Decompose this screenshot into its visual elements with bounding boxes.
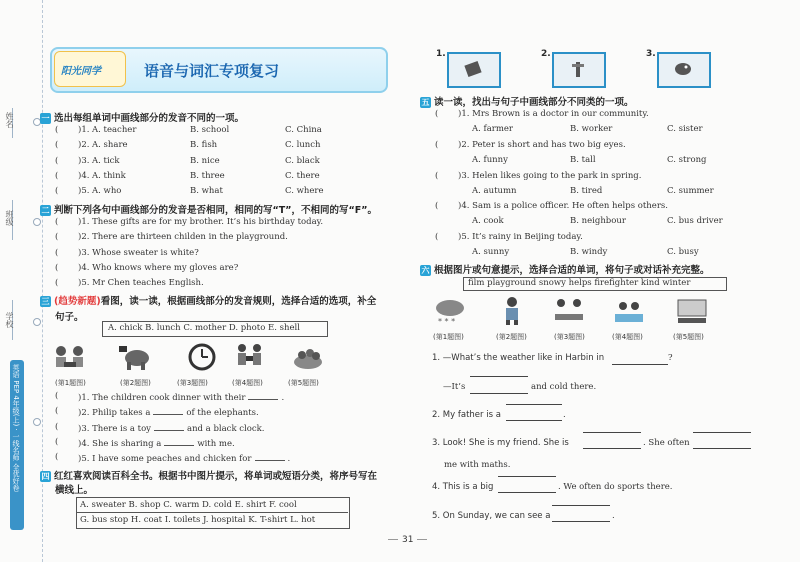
section-1-heading: 一 选出每组单词中画线部分的发音不同的一项。 (41, 113, 245, 124)
statement: )3. Whose sweater is white? (78, 247, 199, 258)
fill-sentence: )3. There is a toy and a black clock. (78, 423, 265, 434)
question-6-4: 4. This is a big (432, 482, 494, 492)
section-6-heading: 六 根据图片或句意提示，选择合适的单词，将句子或对话补充完整。 (421, 265, 710, 276)
figure-caption: (第4题图) (612, 333, 643, 341)
answer-paren[interactable]: ( (55, 452, 59, 463)
option-list: A. chick B. lunch C. mother D. photo E. shell (108, 323, 300, 333)
question-number: )2. (78, 140, 90, 151)
page-title: 语音与词汇专项复习 (144, 62, 280, 80)
period: . (563, 410, 566, 420)
elephant-photo-picture (117, 342, 153, 372)
snowy-weather-picture (432, 296, 468, 326)
answer-blank[interactable] (506, 420, 562, 421)
option-b: B. nice (190, 155, 220, 166)
answer-blank[interactable] (470, 393, 528, 394)
question-6-3-tail: . She often (643, 438, 690, 448)
option-b: B. tired (570, 185, 603, 196)
section-4-heading: 四 红红喜欢阅读百科全书。根据书中图片提示，将单词或短语分类，将序号写在 (41, 471, 378, 482)
question-sentence: )2. Peter is short and has two big eyes. (458, 139, 626, 150)
answer-paren[interactable]: ( (55, 406, 59, 417)
answer-blank[interactable] (506, 404, 562, 405)
option-a: A. think (92, 170, 126, 181)
option-a: A. farmer (472, 124, 513, 134)
section-3-heading-cont: 句子。 (55, 312, 84, 323)
answer-blank[interactable] (154, 422, 184, 431)
statement: )5. Mr Chen teaches English. (78, 278, 204, 289)
option-c: C. strong (667, 154, 707, 165)
option-b: B. neighbour (570, 216, 626, 227)
figure-caption: (第3题图) (177, 379, 208, 387)
girls-studying-picture (551, 296, 587, 326)
statement: )4. Who knows where my gloves are? (78, 262, 239, 273)
book-icon (463, 60, 483, 78)
answer-blank[interactable] (498, 476, 556, 477)
option-a: A. share (92, 140, 128, 151)
option-a: A. sunny (472, 247, 510, 258)
cinema-picture (674, 296, 710, 326)
figure-caption: (第2题图) (120, 379, 151, 387)
playground-picture (611, 296, 647, 326)
word-bank-row-1: A. sweater B. shop C. warm D. cold E. shirt F. cool (80, 500, 297, 510)
question-6-3: 3. Look! She is my friend. She is (432, 438, 569, 448)
option-a: A. tick (92, 155, 120, 166)
answer-paren[interactable]: ( (435, 139, 439, 150)
fill-sentence: )2. Philip takes a of the elephants. (78, 408, 259, 419)
gutter-school-label: 学校 (5, 312, 14, 328)
answer-paren[interactable]: ( (55, 155, 59, 166)
binding-hole-icon (33, 218, 41, 226)
figure-caption: (第3题图) (554, 333, 585, 341)
figure-caption: (第2题图) (496, 333, 527, 341)
option-c: C. China (285, 125, 322, 135)
question-6-5: 5. On Sunday, we can see a (432, 511, 551, 521)
answer-blank[interactable] (612, 364, 668, 365)
answer-paren[interactable]: ( (55, 125, 59, 135)
answer-paren[interactable]: ( (55, 140, 59, 151)
question-number: )5. (78, 186, 90, 197)
fill-sentence: )1. The children cook dinner with their . (78, 393, 285, 403)
family-cooking-picture (52, 342, 88, 372)
answer-paren[interactable]: ( (55, 278, 59, 289)
answer-blank[interactable] (470, 376, 528, 377)
picture-card-2 (552, 52, 606, 88)
answer-blank[interactable] (552, 521, 610, 522)
answer-blank[interactable] (248, 391, 278, 400)
answer-blank[interactable] (693, 448, 751, 449)
option-c: C. there (285, 170, 320, 181)
card-number: 3. (646, 49, 656, 59)
figure-caption: (第5题图) (288, 379, 319, 387)
clock-picture (184, 342, 220, 372)
svg-text:* * *: * * * (438, 317, 456, 326)
question-sentence: )3. Helen likes going to the park in spring. (458, 170, 642, 181)
word-bank-divider (76, 512, 348, 513)
option-c: C. sister (667, 124, 703, 134)
fill-sentence: )4. She is sharing a with me. (78, 438, 235, 449)
section-5-heading: 五 读一读，找出与句子中画线部分不同类的一项。 (421, 97, 634, 108)
answer-blank[interactable] (498, 492, 556, 493)
period: . (612, 511, 615, 521)
question-sentence: )5. It’s rainy in Beijing today. (458, 232, 583, 243)
gutter-class-label: 班级 (5, 210, 14, 226)
option-c: C. busy (667, 247, 699, 258)
answer-paren[interactable]: ( (435, 201, 439, 212)
question-number: )3. (78, 155, 90, 166)
answer-paren[interactable]: ( (55, 232, 59, 243)
word-choice-list: film playground snowy helps firefighter kind winter (468, 278, 691, 288)
picture-card-3 (657, 52, 711, 88)
question-6-2: 2. My father is a (432, 410, 501, 420)
question-6-1: 1. —What’s the weather like in Harbin in (432, 353, 605, 363)
option-a: A. who (92, 186, 122, 197)
option-b: B. windy (570, 247, 608, 258)
option-c: C. black (285, 155, 320, 166)
option-a: A. teacher (92, 125, 137, 135)
option-c: C. summer (667, 185, 714, 196)
statement: )2. There are thirteen childen in the playground. (78, 232, 288, 243)
answer-paren[interactable]: ( (435, 232, 439, 243)
option-b: B. worker (570, 124, 613, 134)
answer-blank[interactable] (583, 432, 641, 433)
section-4-heading-cont: 横线上。 (55, 485, 94, 496)
question-6-3-cont: me with maths. (444, 460, 511, 470)
answer-blank[interactable] (153, 406, 183, 415)
answer-blank[interactable] (693, 432, 751, 433)
section-2-heading: 二 判断下列各句中画线部分的发音是否相同，相同的写“T”，不相同的写“F”。 (41, 205, 377, 216)
option-b: B. three (190, 170, 225, 181)
section-3-heading: 三 (趋势新题)看图，读一读，根据画线部分的发音规则，选择合适的选项，补全 (41, 296, 377, 307)
answer-blank[interactable] (583, 448, 641, 449)
figure-caption: (第1题图) (55, 379, 86, 387)
option-b: B. fish (190, 140, 218, 151)
fish-icon (673, 60, 693, 78)
question-number: )1. (78, 125, 90, 135)
option-c: C. bus driver (667, 216, 723, 227)
card-number: 2. (541, 49, 551, 59)
option-a: A. funny (472, 154, 508, 165)
answer-blank[interactable] (552, 505, 610, 506)
option-b: B. school (190, 125, 230, 135)
gutter-name-label: 姓名 (5, 112, 14, 128)
card-number: 1. (436, 49, 446, 59)
binding-hole-icon (33, 318, 41, 326)
answer-paren[interactable]: ( (435, 109, 439, 119)
answer-paren[interactable]: ( (55, 391, 59, 401)
question-6-4-tail: . We often do sports there. (558, 482, 673, 492)
word-bank-row-2: G. bus stop H. coat I. toilets J. hospital K. T-shirt L. hot (80, 515, 316, 525)
firefighter-picture (494, 296, 530, 326)
option-b: B. what (190, 186, 223, 197)
question-6-1-tail: and cold there. (531, 382, 597, 392)
book-spine-label: 英语 PEP 4年级(上) · 一线名师 全优好卷 (10, 360, 24, 530)
brand-logo: 阳光同学 (54, 51, 126, 87)
answer-paren[interactable]: ( (55, 436, 59, 447)
answer-paren[interactable]: ( (55, 421, 59, 432)
answer-paren[interactable]: ( (55, 217, 59, 227)
answer-paren[interactable]: ( (435, 170, 439, 181)
food-bowl-picture (290, 342, 326, 372)
picture-card-1 (447, 52, 501, 88)
question-sentence: )4. Sam is a police officer. He often helps others. (458, 201, 668, 212)
figure-caption: (第4题图) (232, 379, 263, 387)
answer-paren[interactable]: ( (55, 247, 59, 258)
girls-sharing-picture (232, 342, 268, 372)
option-c: C. where (285, 186, 324, 197)
question-number: )4. (78, 170, 90, 181)
question-6-1-answer: —It’s (443, 382, 466, 392)
binding-hole-icon (33, 418, 41, 426)
answer-blank[interactable] (164, 437, 194, 446)
option-a: A. autumn (472, 185, 517, 196)
option-c: C. lunch (285, 140, 321, 151)
question-mark: ? (668, 353, 673, 363)
question-sentence: )1. Mrs Brown is a doctor in our community. (458, 109, 649, 119)
figure-caption: (第5题图) (673, 333, 704, 341)
answer-paren[interactable]: ( (55, 186, 59, 197)
option-b: B. tall (570, 154, 596, 165)
tower-icon (568, 60, 588, 78)
answer-blank[interactable] (255, 452, 285, 461)
statement: )1. These gifts are for my brother. It’s his birthday today. (78, 217, 324, 227)
figure-caption: (第1题图) (433, 333, 464, 341)
option-a: A. cook (472, 216, 504, 227)
answer-paren[interactable]: ( (55, 170, 59, 181)
fill-sentence: )5. I have some peaches and chicken for . (78, 454, 291, 465)
answer-paren[interactable]: ( (55, 262, 59, 273)
page-number: 31 (384, 535, 431, 545)
